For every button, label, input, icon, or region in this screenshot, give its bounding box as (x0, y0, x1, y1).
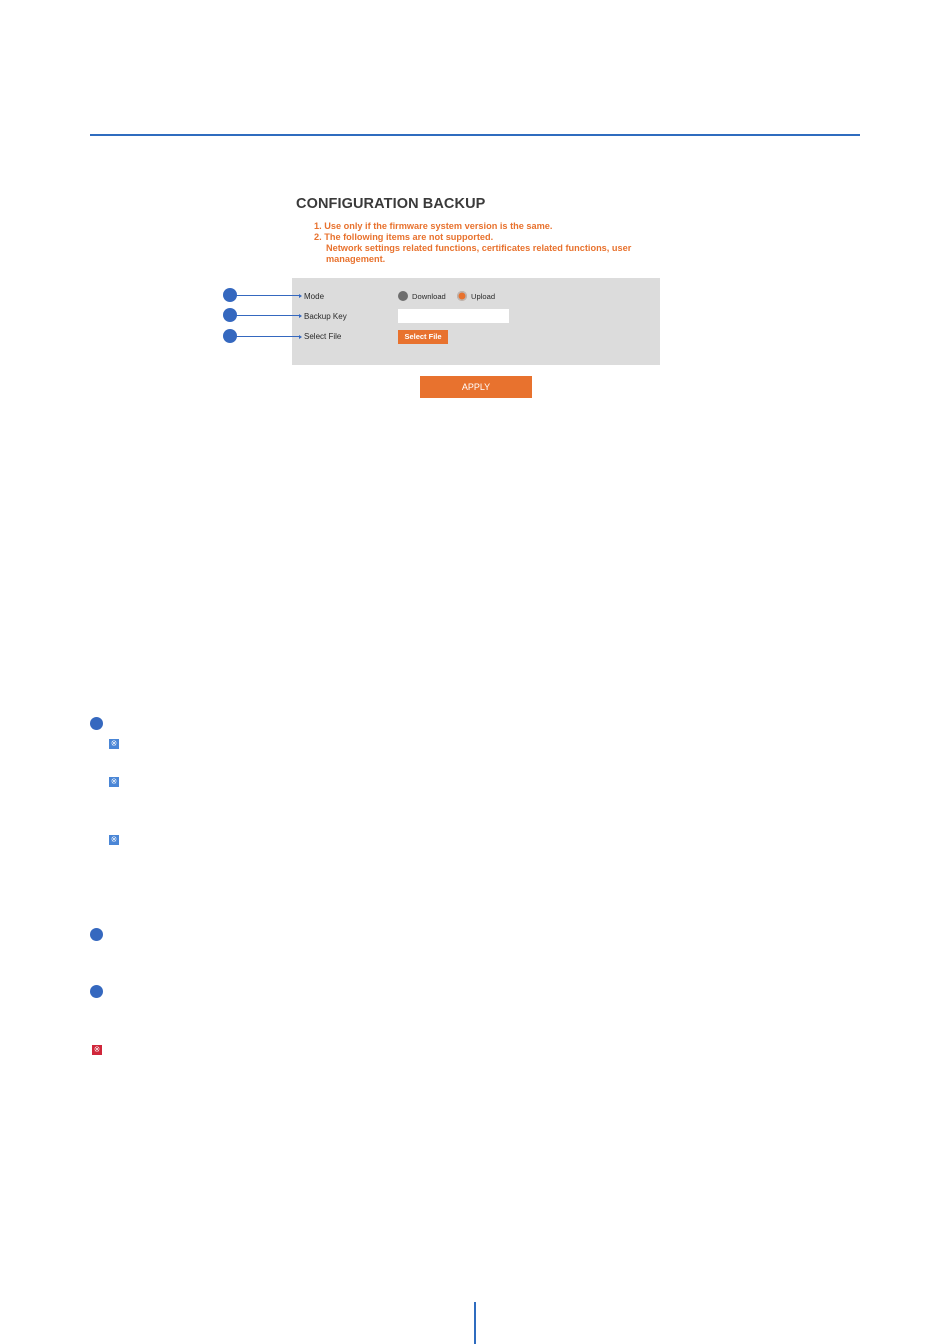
download-radio[interactable] (398, 291, 408, 301)
apply-button[interactable]: APPLY (420, 376, 532, 398)
upload-radio[interactable] (457, 291, 467, 301)
callout-mode-icon (223, 288, 237, 302)
warning-note-icon: ※ (93, 1045, 101, 1054)
select-file-button[interactable]: Select File (398, 330, 448, 344)
mode-label: Mode (304, 292, 325, 301)
notice-line-2: 2. The following items are not supported. (314, 232, 494, 242)
header-divider (90, 134, 860, 136)
callout-backup-key-leader (236, 315, 300, 316)
backup-key-label: Backup Key (304, 312, 347, 321)
select-file-label: Select File (304, 332, 342, 341)
backup-key-input[interactable] (398, 309, 509, 323)
download-radio-label[interactable]: Download (412, 292, 446, 301)
page-title: CONFIGURATION BACKUP (296, 196, 486, 212)
callout-mode-leader (236, 295, 300, 296)
note-reference-icon: ※ (110, 835, 118, 844)
description-marker-3-icon (90, 985, 103, 998)
callout-select-file-leader (236, 336, 300, 337)
notice-list (314, 221, 631, 265)
callout-select-file-icon (223, 329, 237, 343)
notice-line-3: Network settings related functions, certificates related functions, user (326, 243, 632, 253)
notice-line-4: management. (326, 254, 386, 264)
callout-backup-key-icon (223, 308, 237, 322)
description-marker-2-icon (90, 928, 103, 941)
description-marker-1-icon (90, 717, 103, 730)
upload-radio-label[interactable]: Upload (471, 292, 496, 301)
note-reference-icon: ※ (110, 777, 118, 786)
notice-line-1: 1. Use only if the firmware system version is the same. (314, 221, 553, 231)
note-reference-icon: ※ (110, 739, 118, 748)
footer-divider (474, 1302, 476, 1344)
